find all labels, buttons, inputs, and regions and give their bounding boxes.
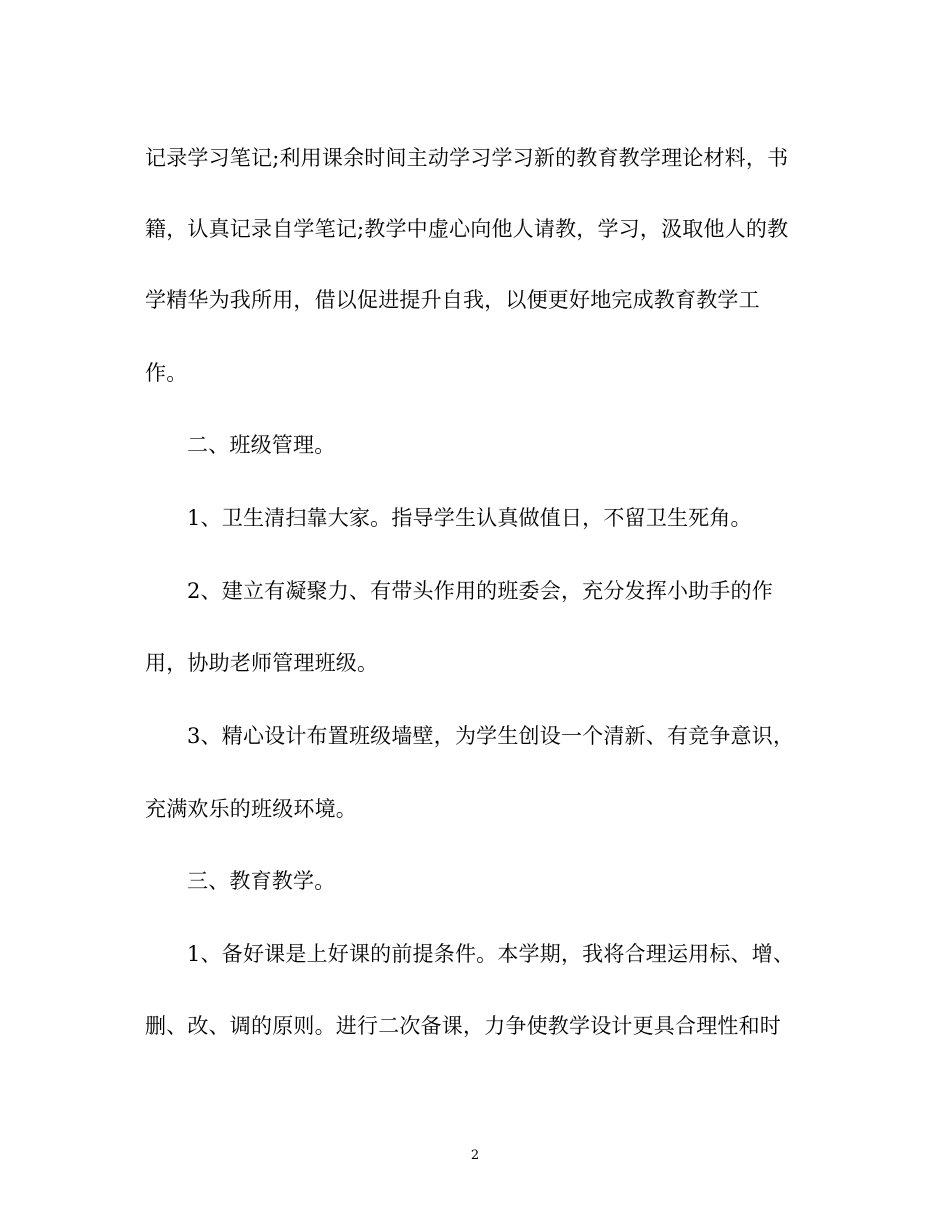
body-text-line: 籍，认真记录自学笔记;教学中虚心向他人请教，学习，汲取他人的教 bbox=[145, 217, 789, 241]
list-item-text: 1、备好课是上好课的前提条件。本学期，我将合理运用标、增、 bbox=[187, 942, 795, 966]
list-item-text: 3、精心设计布置班级墙壁，为学生创设一个清新、有竞争意识， bbox=[187, 724, 795, 748]
body-text-line: 作。 bbox=[145, 361, 188, 385]
body-text-line: 用，协助老师管理班级。 bbox=[145, 651, 379, 675]
list-item-text: 2、建立有凝聚力、有带头作用的班委会，充分发挥小助手的作 bbox=[187, 579, 773, 603]
section-heading: 二、班级管理。 bbox=[187, 433, 336, 457]
body-text-line: 记录学习笔记;利用课余时间主动学习学习新的教育教学理论材料，书 bbox=[145, 146, 789, 170]
page-number: 2 bbox=[470, 1148, 480, 1163]
body-text-line: 充满欢乐的班级环境。 bbox=[145, 797, 357, 821]
body-text-line: 删、改、调的原则。进行二次备课，力争使教学设计更具合理性和时 bbox=[145, 1014, 781, 1038]
section-heading: 三、教育教学。 bbox=[187, 869, 336, 893]
body-text-line: 学精华为我所用，借以促进提升自我，以便更好地完成教育教学工 bbox=[145, 288, 760, 312]
list-item-text: 1、卫生清扫靠大家。指导学生认真做值日，不留卫生死角。 bbox=[187, 506, 752, 530]
